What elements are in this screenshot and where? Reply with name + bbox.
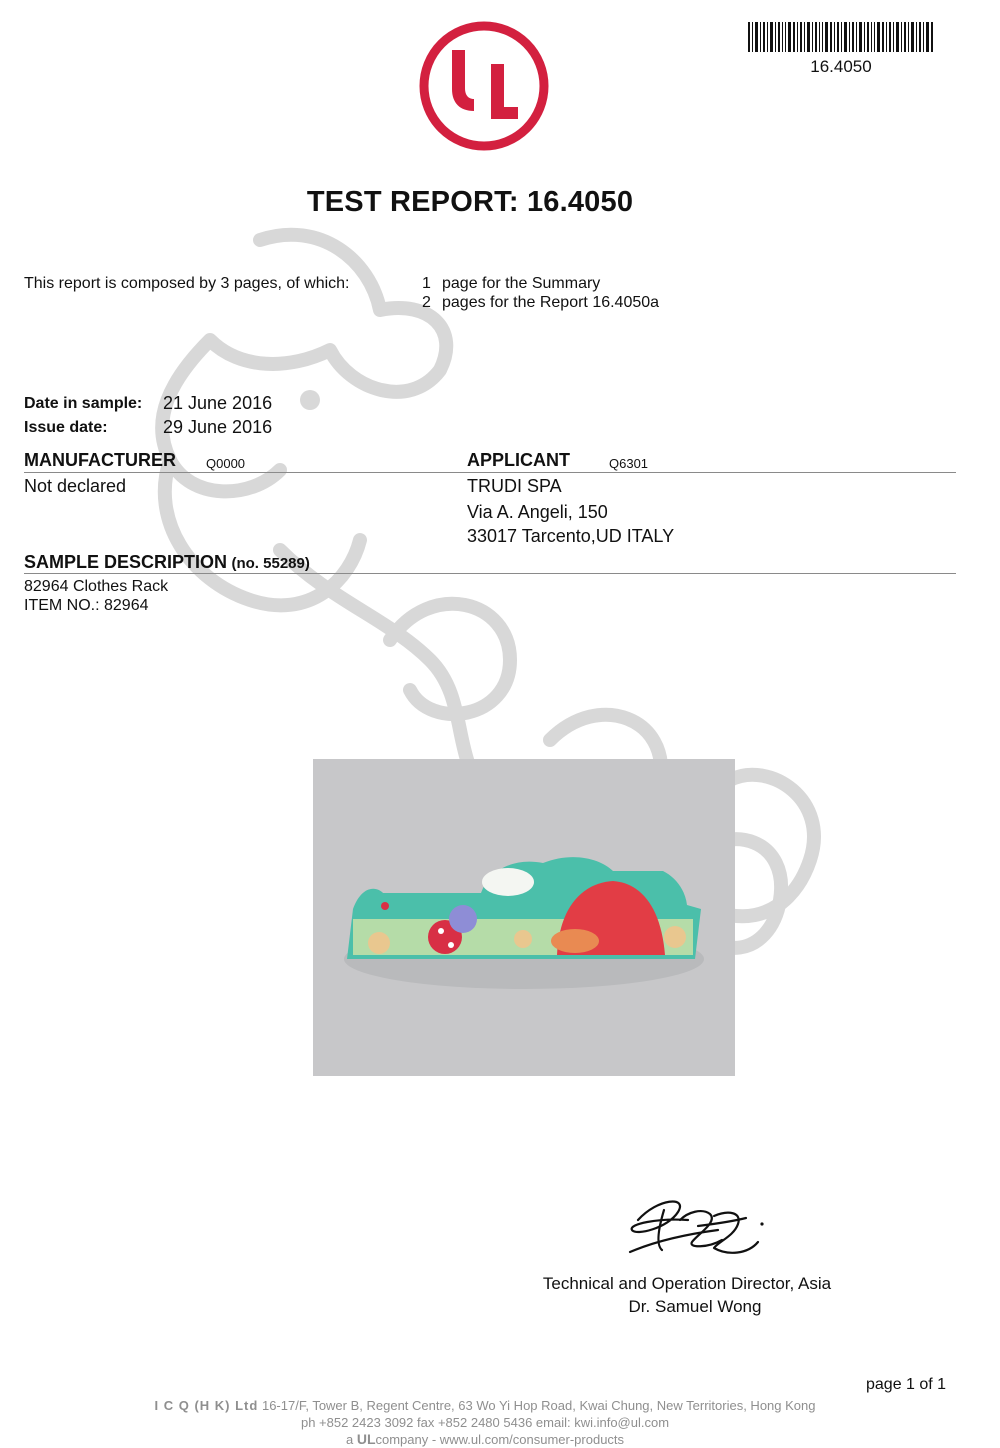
section-divider (24, 472, 956, 473)
issue-date-label: Issue date: (24, 419, 108, 436)
composition-intro: This report is composed by 3 pages, of which: (24, 275, 350, 292)
composition-item-num: 2 (422, 294, 431, 311)
ul-logo (418, 20, 550, 152)
sample-line: ITEM NO.: 82964 (24, 597, 149, 614)
signatory-name: Dr. Samuel Wong (628, 1297, 762, 1316)
footer-website-line (0, 1431, 970, 1447)
manufacturer-value: Not declared (24, 476, 127, 496)
product-photo (313, 759, 735, 1076)
report-title: TEST REPORT: 16.4050 (306, 186, 634, 218)
applicant-line: 33017 Tarcento,UD ITALY (467, 526, 675, 546)
date-in-sample-label: Date in sample: (24, 395, 143, 412)
sample-number: (no. 55289) (231, 555, 310, 572)
signatory-title: Technical and Operation Director, Asia (542, 1274, 832, 1293)
applicant-code: Q6301 (609, 456, 649, 471)
barcode-number: 16.4050 (810, 57, 872, 76)
composition-item-text: pages for the Report 16.4050a (442, 294, 660, 311)
date-in-sample-value: 21 June 2016 (163, 393, 273, 413)
manufacturer-header: MANUFACTURER (24, 450, 176, 470)
sample-description-title: SAMPLE DESCRIPTION (24, 552, 228, 572)
footer-address-line (0, 1398, 970, 1413)
applicant-header: APPLICANT (467, 450, 570, 470)
section-divider (24, 573, 956, 574)
composition-item-text: page for the Summary (442, 275, 601, 292)
applicant-line: Via A. Angeli, 150 (467, 502, 608, 522)
footer-website: company - www.ul.com/consumer-products (375, 1432, 625, 1447)
footer-contact: ph +852 2423 3092 fax +852 2480 5436 email: kwi.info@ul.com (300, 1415, 670, 1430)
manufacturer-code: Q0000 (206, 456, 246, 471)
footer-company: I C Q (H K) Ltd (154, 1398, 259, 1413)
sample-line: 82964 Clothes Rack (24, 578, 169, 595)
signature (618, 1190, 778, 1270)
footer-address: 16-17/F, Tower B, Regent Centre, 63 Wo Yi Hop Road, Kwai Chung, New Territories, Hong Kong (261, 1398, 816, 1413)
issue-date-value: 29 June 2016 (163, 417, 273, 437)
page-number: page 1 of 1 (866, 1376, 947, 1393)
footer-ul-brand: UL (356, 1431, 376, 1447)
barcode (748, 22, 934, 52)
sample-description-header (24, 552, 310, 573)
footer-prefix: a (345, 1432, 354, 1447)
applicant-line: TRUDI SPA (467, 476, 562, 496)
composition-item-num: 1 (422, 275, 431, 292)
